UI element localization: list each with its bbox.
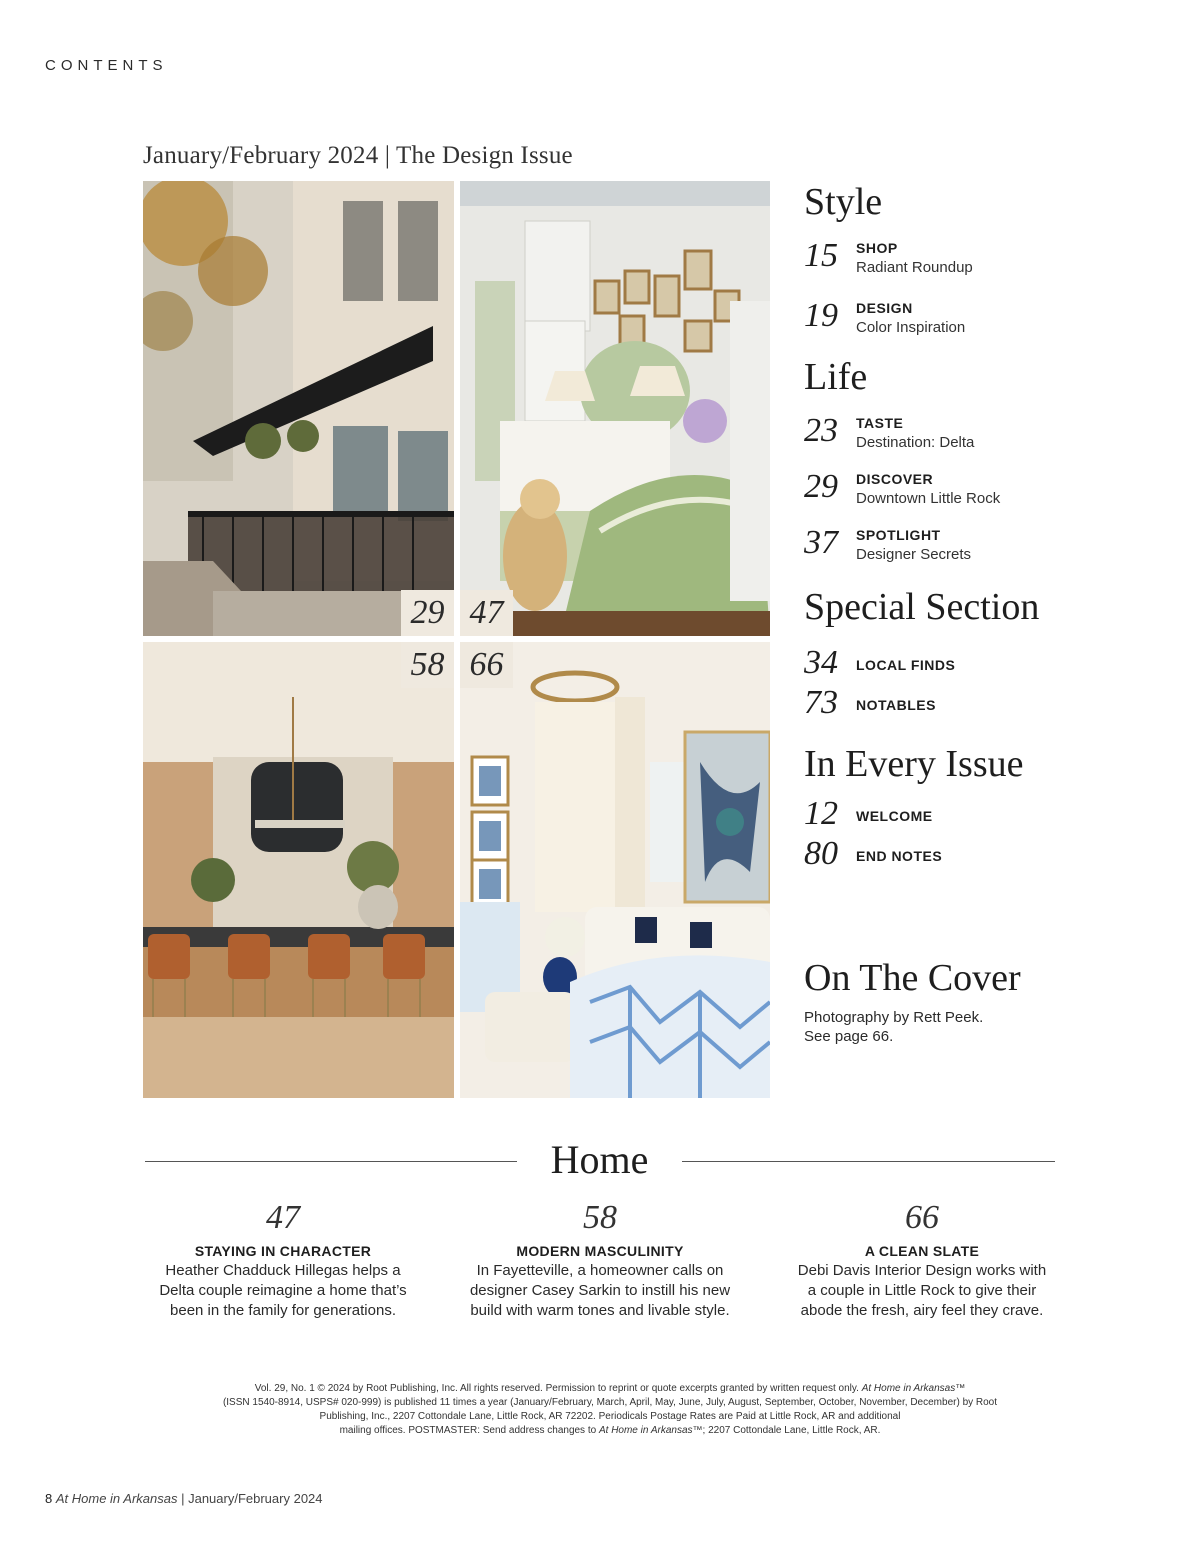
toc-category: SHOP	[856, 240, 898, 256]
toc-category: SPOTLIGHT	[856, 527, 941, 543]
feature-description: In Fayetteville, a homeowner calls on designer Casey Sarkin to instill his new build with warm tones and livable style.	[469, 1262, 731, 1319]
feature-page-number: 58	[583, 1199, 617, 1236]
toc-category: DESIGN	[856, 300, 913, 316]
section-heading-style: Style	[804, 181, 883, 223]
feature-description: Debi Davis Interior Design works with a couple in Little Rock to give their abode the fresh, airy feel they crave.	[797, 1262, 1047, 1319]
section-heading-home: Home	[550, 1137, 649, 1182]
feature-title: STAYING IN CHARACTER	[194, 1243, 372, 1259]
home-feature[interactable]	[143, 1197, 423, 1321]
toc-title: Color Inspiration	[856, 319, 966, 336]
toc-title: Downtown Little Rock	[856, 490, 1001, 507]
toc-page-number: 37	[804, 524, 838, 561]
toc-title: Destination: Delta	[856, 434, 975, 451]
feature-page-number: 47	[266, 1199, 300, 1236]
photo-downtown-patio	[143, 181, 454, 636]
toc-page-number: 73	[804, 684, 838, 721]
toc-category: LOCAL FINDS	[856, 657, 956, 673]
toc-page-number: 34	[804, 644, 838, 681]
photo-kitchen-island	[143, 642, 454, 1098]
toc-category: NOTABLES	[856, 697, 936, 713]
photo-bedroom-golden-retriever	[460, 181, 770, 636]
section-heading-life: Life	[804, 356, 868, 398]
home-feature[interactable]	[782, 1197, 1062, 1321]
toc-title: Radiant Roundup	[856, 259, 973, 276]
cover-credit: Photography by Rett Peek.	[804, 1009, 984, 1026]
section-label: CONTENTS	[45, 57, 168, 74]
feature-description: Heather Chadduck Hillegas helps a Delta couple reimagine a home that’s been in the family for generations.	[159, 1262, 407, 1319]
toc-title: Designer Secrets	[856, 546, 972, 563]
photo-living-room	[460, 642, 770, 1098]
feature-title: A CLEAN SLATE	[864, 1243, 980, 1259]
page-footer: 8 At Home in Arkansas | January/February 2024	[45, 1491, 323, 1506]
toc-page-number: 23	[804, 412, 838, 449]
feature-title: MODERN MASCULINITY	[516, 1243, 684, 1259]
page-tag: 29	[401, 590, 454, 636]
home-feature[interactable]	[460, 1197, 740, 1321]
toc-category: END NOTES	[856, 848, 943, 864]
cover-page-ref: See page 66.	[804, 1028, 894, 1045]
toc-category: DISCOVER	[856, 471, 934, 487]
section-heading-cover: On The Cover	[804, 957, 1021, 999]
toc-page-number: 19	[804, 297, 838, 334]
section-heading-every-issue: In Every Issue	[804, 743, 1024, 785]
page-tag: 58	[401, 642, 454, 688]
legal-notice: Vol. 29, No. 1 © 2024 by Root Publishing, Inc. All rights reserved. Permission to reprint or quote excerpts granted by written request only. At Home in Arkansas™ (ISSN 1540-8914, USPS# 020-999) is published 11 times a year (January/February, March, April, May, June, July, August, September, October, November, December) by Root Publishing, Inc., 2207 Cottondale Lane, Little Rock, AR 72202. Periodicals Postage Rates are Paid at Little Rock, AR and additional mailing offices. POSTMASTER: Send address changes to At Home in Arkansas™; 2207 Cottondale Lane, Little Rock, AR.	[222, 1383, 998, 1436]
issue-date: January/February 2024	[188, 1491, 323, 1506]
issue-title: January/February 2024 | The Design Issue	[143, 142, 573, 169]
divider	[145, 1161, 517, 1162]
page-number: 8	[45, 1491, 53, 1506]
divider	[682, 1161, 1055, 1162]
toc-category: TASTE	[856, 415, 904, 431]
page-tag: 66	[460, 642, 513, 688]
toc-page-number: 12	[804, 795, 838, 832]
toc-page-number: 29	[804, 468, 838, 505]
page-tag: 47	[460, 590, 513, 636]
toc-category: WELCOME	[856, 808, 933, 824]
magazine-name: At Home in Arkansas	[55, 1491, 178, 1506]
toc-page-number: 80	[804, 835, 838, 872]
feature-page-number: 66	[905, 1199, 939, 1236]
section-heading-special: Special Section	[804, 586, 1040, 628]
toc-page-number: 15	[804, 237, 838, 274]
